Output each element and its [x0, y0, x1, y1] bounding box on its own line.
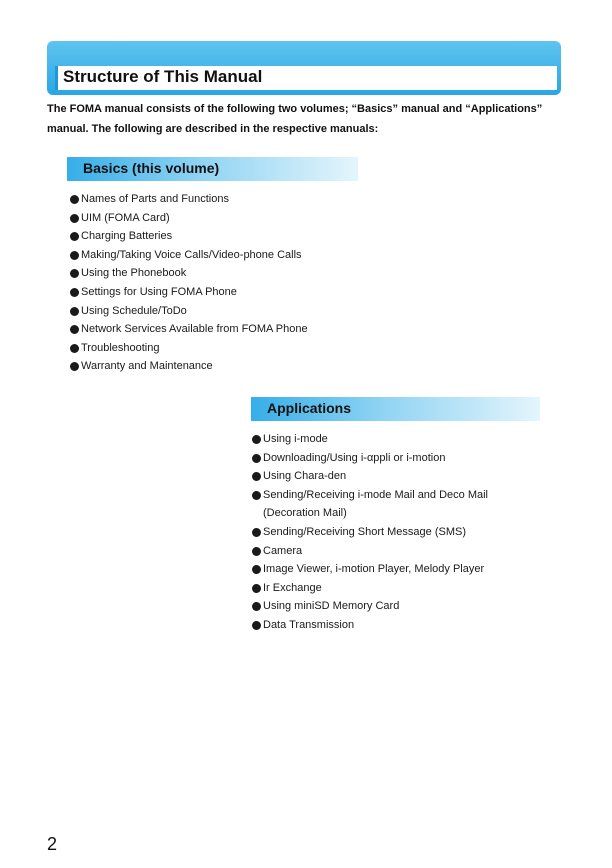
- list-item: Settings for Using FOMA Phone: [69, 283, 308, 302]
- list-item: Ir Exchange: [251, 579, 488, 598]
- list-item: Sending/Receiving i-mode Mail and Deco Mail: [251, 486, 488, 505]
- basics-list: [69, 190, 308, 376]
- list-item: UIM (FOMA Card): [69, 209, 308, 228]
- list-item: Troubleshooting: [69, 339, 308, 358]
- list-item: Network Services Available from FOMA Phone: [69, 320, 308, 339]
- list-item: Downloading/Using i-αppli or i-motion: [251, 449, 488, 468]
- basics-heading-bar: [67, 157, 358, 181]
- list-item: Using Schedule/ToDo: [69, 302, 308, 321]
- intro-paragraph: The FOMA manual consists of the following two volumes; “Basics” manual and “Applications” manual. The following are described in the respective manuals:: [47, 103, 543, 135]
- list-item: Using i-mode: [251, 430, 488, 449]
- section-title-bar: [47, 41, 561, 95]
- list-item: Data Transmission: [251, 616, 488, 635]
- list-item: Charging Batteries: [69, 227, 308, 246]
- section-title-box: [55, 66, 557, 90]
- list-item: Camera: [251, 542, 488, 561]
- list-item: Using Chara-den: [251, 467, 488, 486]
- list-item: Image Viewer, i-motion Player, Melody Player: [251, 560, 488, 579]
- list-item: Using miniSD Memory Card: [251, 597, 488, 616]
- applications-heading-bar: [251, 397, 540, 421]
- list-item: Making/Taking Voice Calls/Video-phone Calls: [69, 246, 308, 265]
- list-item: Using the Phonebook: [69, 264, 308, 283]
- list-item-continuation: (Decoration Mail): [263, 507, 347, 520]
- basics-heading: Basics (this volume): [83, 160, 220, 176]
- page-number: 2: [47, 834, 58, 854]
- page-title: Structure of This Manual: [63, 67, 263, 86]
- list-item: Names of Parts and Functions: [69, 190, 308, 209]
- list-item: Warranty and Maintenance: [69, 357, 308, 376]
- applications-heading: Applications: [267, 400, 352, 416]
- applications-list: [251, 430, 488, 635]
- list-item: Sending/Receiving Short Message (SMS): [251, 523, 488, 542]
